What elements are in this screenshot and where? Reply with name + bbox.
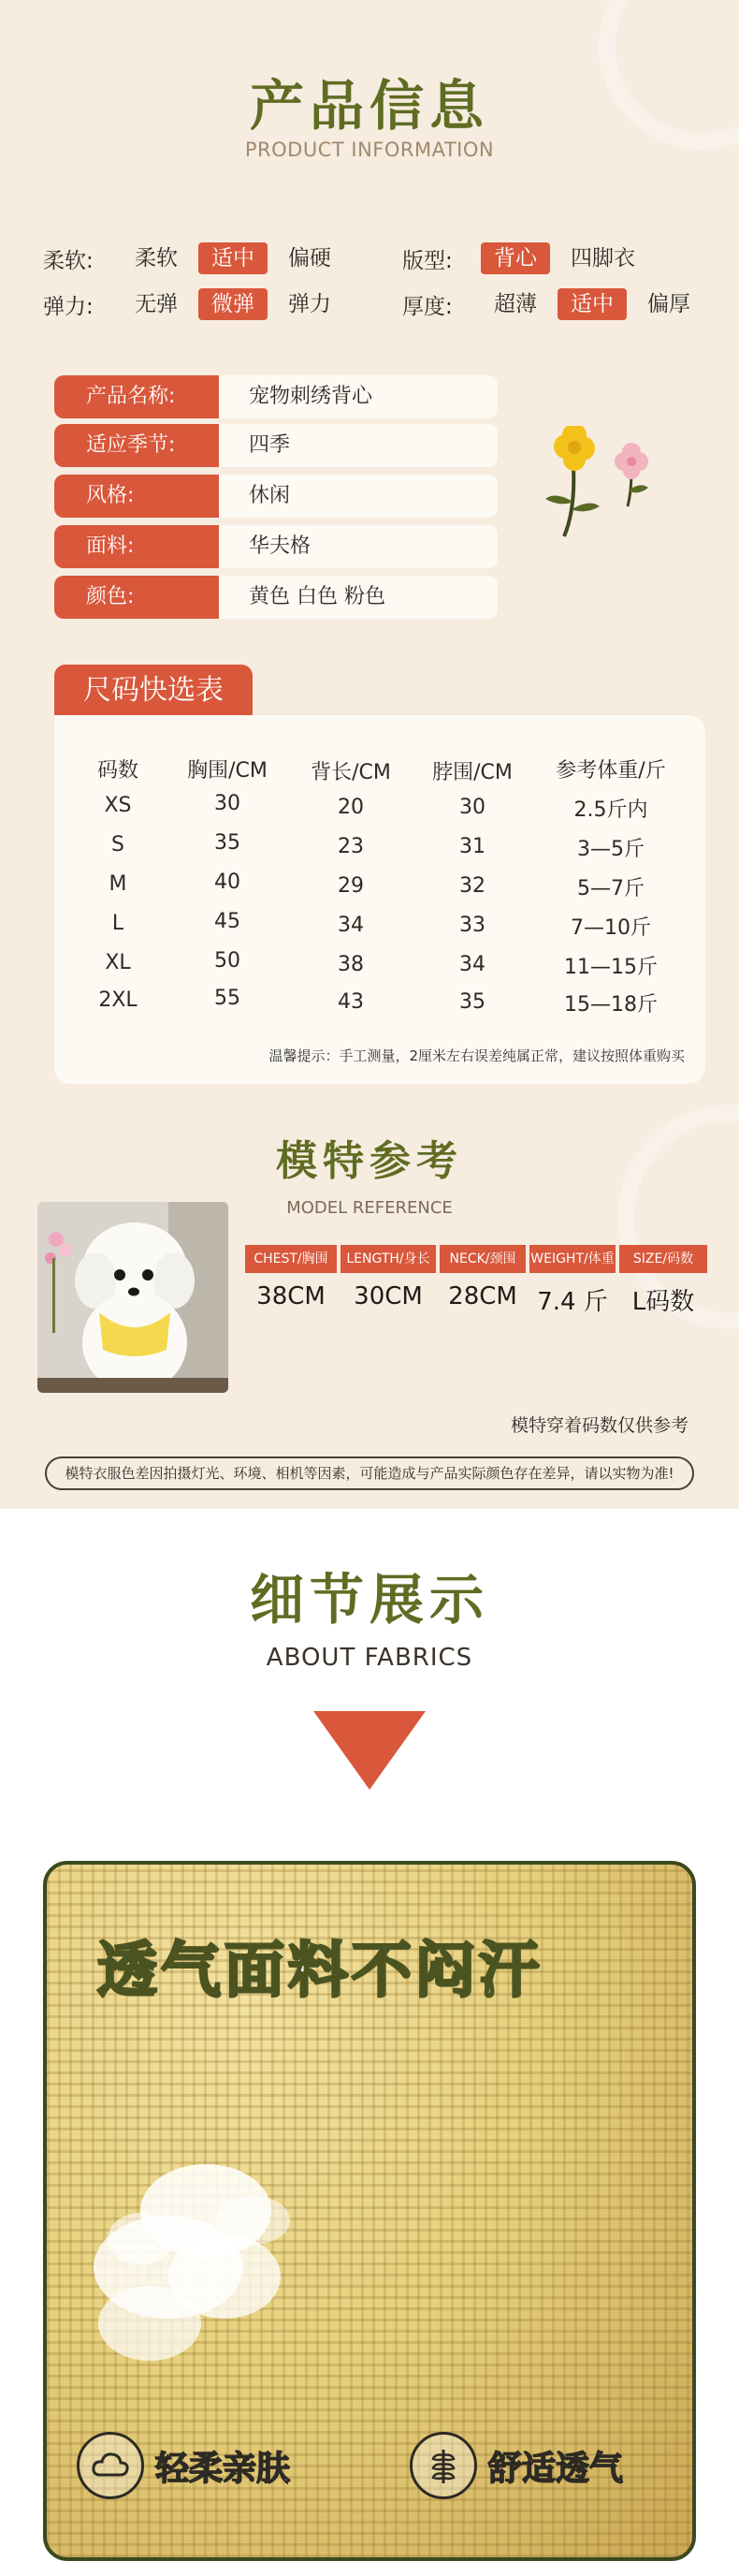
attribute-option: 弹力 — [288, 292, 331, 316]
size-chart-table — [54, 715, 705, 1084]
size-cell: L — [111, 912, 124, 935]
spec-value: 四季 — [219, 424, 498, 467]
size-cell: 29 — [338, 874, 364, 898]
size-cell: 33 — [459, 914, 485, 937]
attribute-option: 无弹 — [135, 292, 178, 316]
spec-row-season — [54, 424, 498, 467]
size-cell: 2.5斤内 — [573, 798, 648, 822]
size-cell: 11—15斤 — [564, 956, 658, 979]
size-cell: 15—18斤 — [564, 993, 658, 1017]
attribute-option: 偏厚 — [647, 292, 690, 316]
spec-value: 宠物刺绣背心 — [219, 375, 498, 418]
size-cell: 32 — [459, 874, 485, 898]
model-header: SIZE/码数 — [619, 1245, 707, 1273]
spec-label: 面料: — [54, 525, 219, 568]
spec-row-product-name — [54, 375, 498, 418]
fluff-illustration — [84, 2108, 327, 2389]
model-subtitle: MODEL REFERENCE — [286, 1198, 453, 1218]
attribute-fit — [402, 242, 656, 274]
wheat-icon — [410, 2432, 477, 2499]
size-header: 背长/CM — [311, 761, 391, 784]
size-cell: 43 — [338, 990, 364, 1014]
attribute-name: 厚度: — [402, 294, 453, 319]
size-cell: 7—10斤 — [571, 916, 651, 940]
size-chart-note: 温馨提示：手工测量，2厘米左右误差纯属正常，建议按照体重购买 — [268, 1047, 685, 1064]
fabric-closeup-image — [43, 1861, 696, 2561]
size-header: 参考体重/斤 — [556, 759, 666, 783]
size-cell: 31 — [459, 835, 485, 858]
spec-value: 黄色 白色 粉色 — [219, 576, 498, 619]
size-header: 脖围/CM — [432, 761, 513, 784]
size-cell: 5—7斤 — [577, 877, 645, 900]
spec-label: 适应季节: — [54, 424, 219, 467]
feature-soft — [77, 2432, 290, 2499]
size-header: 胸围/CM — [187, 759, 268, 783]
model-note: 模特穿着码数仅供参考 — [510, 1415, 688, 1436]
flower-illustration — [538, 426, 664, 548]
size-cell: 45 — [214, 910, 240, 933]
size-cell: 35 — [459, 990, 485, 1014]
feature-label: 轻柔亲肤 — [155, 2449, 291, 2488]
size-cell: S — [111, 833, 124, 856]
cloud-icon — [77, 2432, 144, 2499]
spec-label: 产品名称: — [54, 375, 219, 418]
attribute-softness — [43, 242, 352, 274]
attribute-thickness — [402, 288, 711, 320]
size-cell: 2XL — [98, 988, 138, 1012]
model-header: NECK/颈围 — [440, 1245, 526, 1273]
size-cell: 55 — [214, 987, 240, 1010]
model-value: L码数 — [631, 1288, 695, 1316]
attribute-elasticity — [43, 288, 352, 320]
size-cell: M — [109, 872, 127, 896]
size-cell: 34 — [459, 953, 485, 976]
size-cell: 30 — [214, 792, 240, 815]
model-value: 7.4 斤 — [537, 1288, 608, 1316]
attribute-option-selected: 适中 — [198, 242, 268, 274]
attribute-option: 柔软 — [135, 246, 178, 271]
model-header: WEIGHT/体重 — [529, 1245, 616, 1273]
spec-row-fabric — [54, 525, 498, 568]
attribute-option: 偏硬 — [288, 246, 331, 271]
fabric-headline: 透气面料不闷汗 — [97, 1937, 543, 2006]
feature-label: 舒适透气 — [488, 2449, 624, 2488]
attribute-option-selected: 适中 — [558, 288, 627, 320]
attribute-name: 柔软: — [43, 248, 94, 273]
size-header: 码数 — [96, 759, 138, 783]
model-value: 30CM — [354, 1282, 423, 1310]
size-cell: 50 — [214, 949, 240, 973]
spec-value: 休闲 — [219, 475, 498, 518]
size-cell: 34 — [338, 914, 364, 937]
attribute-name: 弹力: — [43, 294, 94, 319]
model-title: 模特参考 — [276, 1137, 463, 1185]
attribute-option-selected: 微弹 — [198, 288, 268, 320]
color-disclaimer: 模特衣服色差因拍摄灯光、环境、相机等因素，可能造成与产品实际颜色存在差异，请以实物为准! — [45, 1456, 694, 1490]
feature-breathable — [410, 2432, 623, 2499]
attribute-name: 版型: — [402, 248, 453, 273]
model-value: 38CM — [256, 1282, 326, 1310]
section-title: 产品信息 — [249, 74, 489, 138]
size-cell: 38 — [338, 953, 364, 976]
attribute-option: 四脚衣 — [571, 246, 635, 271]
size-cell: XL — [105, 951, 131, 974]
down-arrow-icon — [313, 1711, 426, 1790]
details-title: 细节展示 — [249, 1568, 489, 1632]
model-value: 28CM — [448, 1282, 517, 1310]
details-section — [0, 1509, 739, 2576]
size-cell: 35 — [214, 831, 240, 855]
size-cell: 23 — [338, 835, 364, 858]
size-cell: 3—5斤 — [577, 838, 645, 861]
spec-value: 华夫格 — [219, 525, 498, 568]
size-cell: 30 — [459, 796, 485, 819]
size-chart-title: 尺码快选表 — [54, 665, 253, 717]
model-header: LENGTH/身长 — [341, 1245, 436, 1273]
model-dog-photo — [37, 1202, 228, 1393]
spec-label: 颜色: — [54, 576, 219, 619]
attribute-option: 超薄 — [494, 292, 537, 316]
spec-label: 风格: — [54, 475, 219, 518]
size-cell: XS — [104, 794, 132, 817]
spec-row-color — [54, 576, 498, 619]
size-cell: 40 — [214, 871, 240, 894]
details-subtitle: ABOUT FABRICS — [266, 1644, 473, 1672]
model-header: CHEST/胸围 — [245, 1245, 337, 1273]
section-subtitle: PRODUCT INFORMATION — [244, 139, 495, 161]
attribute-option-selected: 背心 — [481, 242, 550, 274]
size-cell: 20 — [338, 796, 364, 819]
spec-row-style — [54, 475, 498, 518]
